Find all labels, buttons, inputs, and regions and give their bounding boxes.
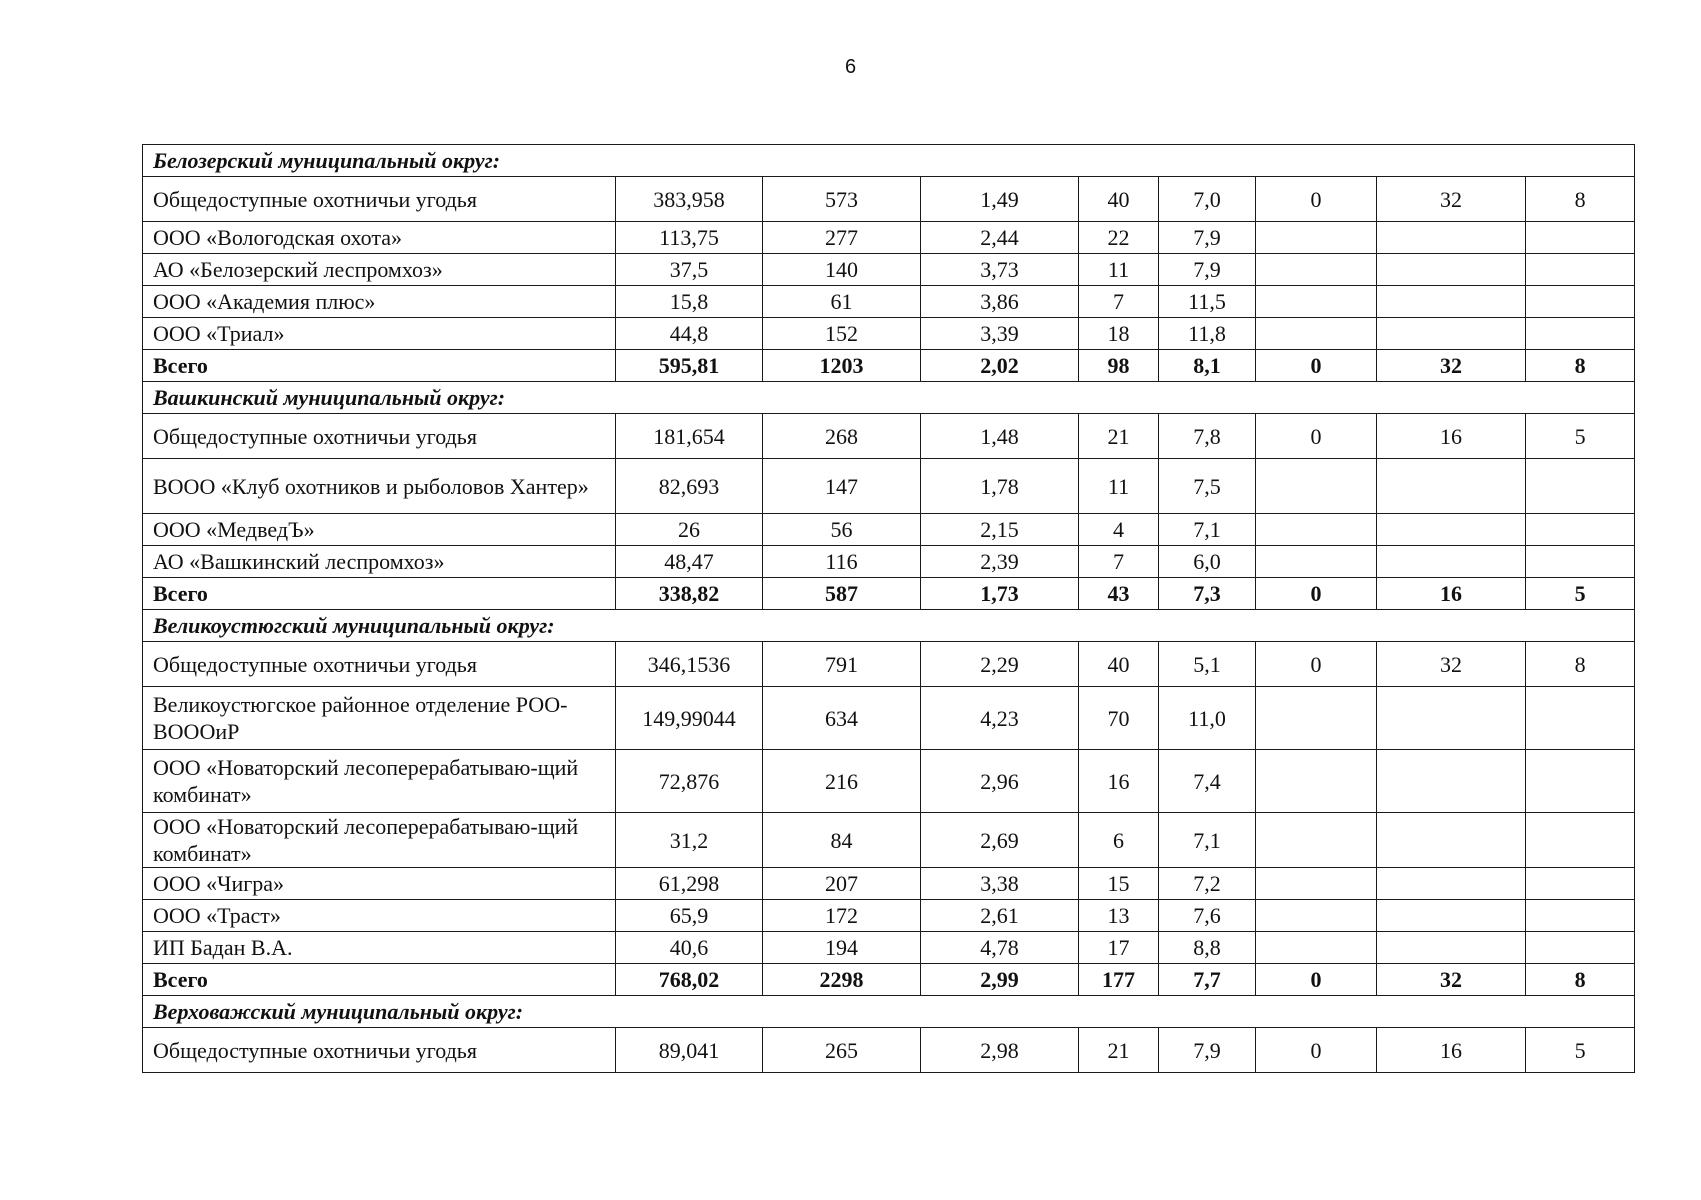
cell-c5: 7,9 bbox=[1159, 222, 1256, 254]
cell-c5: 7,8 bbox=[1159, 414, 1256, 459]
table-row bbox=[143, 750, 1635, 813]
cell-c6 bbox=[1256, 750, 1377, 813]
cell-c2: 140 bbox=[763, 254, 921, 286]
cell-c7 bbox=[1377, 318, 1526, 350]
cell-c7 bbox=[1377, 900, 1526, 932]
cell-c5: 11,8 bbox=[1159, 318, 1256, 350]
cell-c8: 5 bbox=[1526, 1028, 1635, 1073]
cell-c2: 84 bbox=[763, 813, 921, 868]
cell-c2: 116 bbox=[763, 546, 921, 578]
total-cell-c2: 587 bbox=[763, 578, 921, 610]
section-header bbox=[143, 610, 1635, 642]
cell-c7 bbox=[1377, 868, 1526, 900]
cell-c1: 44,8 bbox=[616, 318, 763, 350]
table-row bbox=[143, 813, 1635, 868]
cell-c2: 147 bbox=[763, 459, 921, 514]
cell-c5: 11,5 bbox=[1159, 286, 1256, 318]
cell-c3: 4,78 bbox=[921, 932, 1079, 964]
cell-c5: 7,1 bbox=[1159, 813, 1256, 868]
table-row bbox=[143, 514, 1635, 546]
cell-c8 bbox=[1526, 932, 1635, 964]
row-name: АО «Белозерский леспромхоз» bbox=[143, 254, 616, 286]
cell-c5: 7,1 bbox=[1159, 514, 1256, 546]
row-name: Общедоступные охотничьи угодья bbox=[143, 642, 616, 687]
table-row bbox=[143, 414, 1635, 459]
total-cell-c2: 1203 bbox=[763, 350, 921, 382]
row-name: Общедоступные охотничьи угодья bbox=[143, 177, 616, 222]
total-cell-c6: 0 bbox=[1256, 578, 1377, 610]
cell-c2: 152 bbox=[763, 318, 921, 350]
cell-c2: 56 bbox=[763, 514, 921, 546]
cell-c7 bbox=[1377, 222, 1526, 254]
cell-c6 bbox=[1256, 546, 1377, 578]
cell-c3: 2,39 bbox=[921, 546, 1079, 578]
cell-c3: 3,38 bbox=[921, 868, 1079, 900]
cell-c8: 5 bbox=[1526, 414, 1635, 459]
cell-c1: 15,8 bbox=[616, 286, 763, 318]
cell-c6: 0 bbox=[1256, 1028, 1377, 1073]
cell-c4: 16 bbox=[1079, 750, 1159, 813]
total-label: Всего bbox=[143, 350, 616, 382]
cell-c8 bbox=[1526, 868, 1635, 900]
cell-c8: 8 bbox=[1526, 177, 1635, 222]
cell-c8: 8 bbox=[1526, 642, 1635, 687]
cell-c5: 7,5 bbox=[1159, 459, 1256, 514]
cell-c7: 32 bbox=[1377, 177, 1526, 222]
section-title: Верховажский муниципальный округ: bbox=[143, 996, 1635, 1028]
cell-c7 bbox=[1377, 546, 1526, 578]
cell-c8 bbox=[1526, 687, 1635, 750]
cell-c8 bbox=[1526, 459, 1635, 514]
cell-c6 bbox=[1256, 254, 1377, 286]
total-cell-c8: 8 bbox=[1526, 350, 1635, 382]
total-label: Всего bbox=[143, 964, 616, 996]
cell-c2: 268 bbox=[763, 414, 921, 459]
cell-c5: 7,9 bbox=[1159, 254, 1256, 286]
cell-c1: 89,041 bbox=[616, 1028, 763, 1073]
cell-c7 bbox=[1377, 813, 1526, 868]
cell-c4: 11 bbox=[1079, 459, 1159, 514]
cell-c6 bbox=[1256, 318, 1377, 350]
total-cell-c4: 177 bbox=[1079, 964, 1159, 996]
total-cell-c7: 16 bbox=[1377, 578, 1526, 610]
cell-c1: 383,958 bbox=[616, 177, 763, 222]
row-name: ООО «Новаторский лесоперерабатываю-щий комбинат» bbox=[143, 750, 616, 813]
cell-c1: 149,99044 bbox=[616, 687, 763, 750]
table-row bbox=[143, 286, 1635, 318]
page-number: 6 bbox=[844, 56, 857, 78]
cell-c4: 22 bbox=[1079, 222, 1159, 254]
cell-c4: 17 bbox=[1079, 932, 1159, 964]
cell-c6: 0 bbox=[1256, 414, 1377, 459]
cell-c1: 61,298 bbox=[616, 868, 763, 900]
cell-c3: 2,96 bbox=[921, 750, 1079, 813]
section-title: Великоустюгский муниципальный округ: bbox=[143, 610, 1635, 642]
cell-c2: 265 bbox=[763, 1028, 921, 1073]
table-row bbox=[143, 687, 1635, 750]
row-name: ООО «Чигра» bbox=[143, 868, 616, 900]
table-row bbox=[143, 459, 1635, 514]
cell-c5: 8,8 bbox=[1159, 932, 1256, 964]
row-name: ООО «МедведЪ» bbox=[143, 514, 616, 546]
total-cell-c4: 43 bbox=[1079, 578, 1159, 610]
cell-c1: 26 bbox=[616, 514, 763, 546]
section-title: Белозерский муниципальный округ: bbox=[143, 145, 1635, 177]
cell-c3: 2,61 bbox=[921, 900, 1079, 932]
cell-c2: 61 bbox=[763, 286, 921, 318]
cell-c6 bbox=[1256, 868, 1377, 900]
total-cell-c4: 98 bbox=[1079, 350, 1159, 382]
row-name: ИП Бадан В.А. bbox=[143, 932, 616, 964]
cell-c3: 1,48 bbox=[921, 414, 1079, 459]
cell-c4: 40 bbox=[1079, 177, 1159, 222]
row-name: ООО «Вологодская охота» bbox=[143, 222, 616, 254]
cell-c4: 13 bbox=[1079, 900, 1159, 932]
cell-c6 bbox=[1256, 286, 1377, 318]
cell-c7 bbox=[1377, 459, 1526, 514]
row-name: АО «Вашкинский леспромхоз» bbox=[143, 546, 616, 578]
cell-c7 bbox=[1377, 286, 1526, 318]
cell-c2: 207 bbox=[763, 868, 921, 900]
row-name: ООО «Новаторский лесоперерабатываю-щий комбинат» bbox=[143, 813, 616, 868]
cell-c6 bbox=[1256, 932, 1377, 964]
table-row bbox=[143, 1028, 1635, 1073]
row-name: Общедоступные охотничьи угодья bbox=[143, 414, 616, 459]
cell-c4: 11 bbox=[1079, 254, 1159, 286]
cell-c4: 70 bbox=[1079, 687, 1159, 750]
cell-c2: 194 bbox=[763, 932, 921, 964]
cell-c4: 21 bbox=[1079, 1028, 1159, 1073]
cell-c8 bbox=[1526, 750, 1635, 813]
cell-c6: 0 bbox=[1256, 177, 1377, 222]
cell-c7 bbox=[1377, 514, 1526, 546]
cell-c1: 48,47 bbox=[616, 546, 763, 578]
cell-c5: 6,0 bbox=[1159, 546, 1256, 578]
cell-c8 bbox=[1526, 900, 1635, 932]
cell-c4: 4 bbox=[1079, 514, 1159, 546]
cell-c4: 7 bbox=[1079, 286, 1159, 318]
cell-c3: 3,86 bbox=[921, 286, 1079, 318]
cell-c5: 7,0 bbox=[1159, 177, 1256, 222]
total-cell-c5: 7,3 bbox=[1159, 578, 1256, 610]
cell-c7 bbox=[1377, 254, 1526, 286]
cell-c1: 113,75 bbox=[616, 222, 763, 254]
cell-c3: 2,29 bbox=[921, 642, 1079, 687]
table-row bbox=[143, 222, 1635, 254]
total-cell-c1: 768,02 bbox=[616, 964, 763, 996]
total-cell-c3: 2,99 bbox=[921, 964, 1079, 996]
total-cell-c8: 8 bbox=[1526, 964, 1635, 996]
cell-c4: 15 bbox=[1079, 868, 1159, 900]
cell-c5: 7,6 bbox=[1159, 900, 1256, 932]
cell-c6 bbox=[1256, 900, 1377, 932]
cell-c2: 172 bbox=[763, 900, 921, 932]
cell-c3: 3,39 bbox=[921, 318, 1079, 350]
total-cell-c7: 32 bbox=[1377, 350, 1526, 382]
total-cell-c2: 2298 bbox=[763, 964, 921, 996]
cell-c4: 7 bbox=[1079, 546, 1159, 578]
table-row bbox=[143, 318, 1635, 350]
table-row bbox=[143, 900, 1635, 932]
row-name: Общедоступные охотничьи угодья bbox=[143, 1028, 616, 1073]
section-header bbox=[143, 145, 1635, 177]
total-cell-c6: 0 bbox=[1256, 350, 1377, 382]
cell-c3: 1,49 bbox=[921, 177, 1079, 222]
cell-c3: 2,15 bbox=[921, 514, 1079, 546]
total-cell-c5: 7,7 bbox=[1159, 964, 1256, 996]
total-cell-c6: 0 bbox=[1256, 964, 1377, 996]
cell-c4: 40 bbox=[1079, 642, 1159, 687]
cell-c3: 1,78 bbox=[921, 459, 1079, 514]
cell-c6 bbox=[1256, 687, 1377, 750]
cell-c6 bbox=[1256, 222, 1377, 254]
cell-c1: 65,9 bbox=[616, 900, 763, 932]
total-row bbox=[143, 578, 1635, 610]
cell-c3: 4,23 bbox=[921, 687, 1079, 750]
cell-c4: 21 bbox=[1079, 414, 1159, 459]
cell-c5: 7,9 bbox=[1159, 1028, 1256, 1073]
cell-c6 bbox=[1256, 514, 1377, 546]
cell-c5: 5,1 bbox=[1159, 642, 1256, 687]
cell-c5: 7,4 bbox=[1159, 750, 1256, 813]
cell-c7: 16 bbox=[1377, 414, 1526, 459]
section-header bbox=[143, 382, 1635, 414]
cell-c2: 573 bbox=[763, 177, 921, 222]
total-cell-c3: 1,73 bbox=[921, 578, 1079, 610]
row-name: Великоустюгское районное отделение РОО-ВОООиР bbox=[143, 687, 616, 750]
table-row bbox=[143, 177, 1635, 222]
cell-c7: 32 bbox=[1377, 642, 1526, 687]
total-cell-c1: 338,82 bbox=[616, 578, 763, 610]
cell-c2: 791 bbox=[763, 642, 921, 687]
total-cell-c5: 8,1 bbox=[1159, 350, 1256, 382]
cell-c1: 82,693 bbox=[616, 459, 763, 514]
row-name: ООО «Триал» bbox=[143, 318, 616, 350]
cell-c8 bbox=[1526, 254, 1635, 286]
cell-c3: 2,98 bbox=[921, 1028, 1079, 1073]
table-row bbox=[143, 932, 1635, 964]
table-row bbox=[143, 254, 1635, 286]
cell-c7: 16 bbox=[1377, 1028, 1526, 1073]
cell-c1: 31,2 bbox=[616, 813, 763, 868]
cell-c5: 7,2 bbox=[1159, 868, 1256, 900]
cell-c1: 346,1536 bbox=[616, 642, 763, 687]
total-row bbox=[143, 964, 1635, 996]
row-name: ООО «Академия плюс» bbox=[143, 286, 616, 318]
cell-c1: 72,876 bbox=[616, 750, 763, 813]
cell-c4: 18 bbox=[1079, 318, 1159, 350]
cell-c8 bbox=[1526, 286, 1635, 318]
cell-c1: 40,6 bbox=[616, 932, 763, 964]
cell-c8 bbox=[1526, 813, 1635, 868]
table-row bbox=[143, 868, 1635, 900]
cell-c1: 37,5 bbox=[616, 254, 763, 286]
cell-c8 bbox=[1526, 222, 1635, 254]
table-row bbox=[143, 642, 1635, 687]
total-label: Всего bbox=[143, 578, 616, 610]
cell-c6 bbox=[1256, 459, 1377, 514]
total-cell-c7: 32 bbox=[1377, 964, 1526, 996]
total-cell-c3: 2,02 bbox=[921, 350, 1079, 382]
cell-c8 bbox=[1526, 318, 1635, 350]
cell-c5: 11,0 bbox=[1159, 687, 1256, 750]
cell-c3: 3,73 bbox=[921, 254, 1079, 286]
cell-c3: 2,69 bbox=[921, 813, 1079, 868]
total-cell-c1: 595,81 bbox=[616, 350, 763, 382]
total-cell-c8: 5 bbox=[1526, 578, 1635, 610]
total-row bbox=[143, 350, 1635, 382]
cell-c3: 2,44 bbox=[921, 222, 1079, 254]
cell-c2: 634 bbox=[763, 687, 921, 750]
cell-c8 bbox=[1526, 546, 1635, 578]
cell-c6: 0 bbox=[1256, 642, 1377, 687]
table-row bbox=[143, 546, 1635, 578]
cell-c7 bbox=[1377, 687, 1526, 750]
cell-c6 bbox=[1256, 813, 1377, 868]
cell-c1: 181,654 bbox=[616, 414, 763, 459]
cell-c8 bbox=[1526, 514, 1635, 546]
row-name: ВООО «Клуб охотников и рыболовов Хантер» bbox=[143, 459, 616, 514]
section-header bbox=[143, 996, 1635, 1028]
hunting-grounds-table bbox=[142, 144, 1635, 1073]
cell-c7 bbox=[1377, 750, 1526, 813]
section-title: Вашкинский муниципальный округ: bbox=[143, 382, 1635, 414]
cell-c2: 216 bbox=[763, 750, 921, 813]
cell-c4: 6 bbox=[1079, 813, 1159, 868]
row-name: ООО «Траст» bbox=[143, 900, 616, 932]
cell-c2: 277 bbox=[763, 222, 921, 254]
cell-c7 bbox=[1377, 932, 1526, 964]
